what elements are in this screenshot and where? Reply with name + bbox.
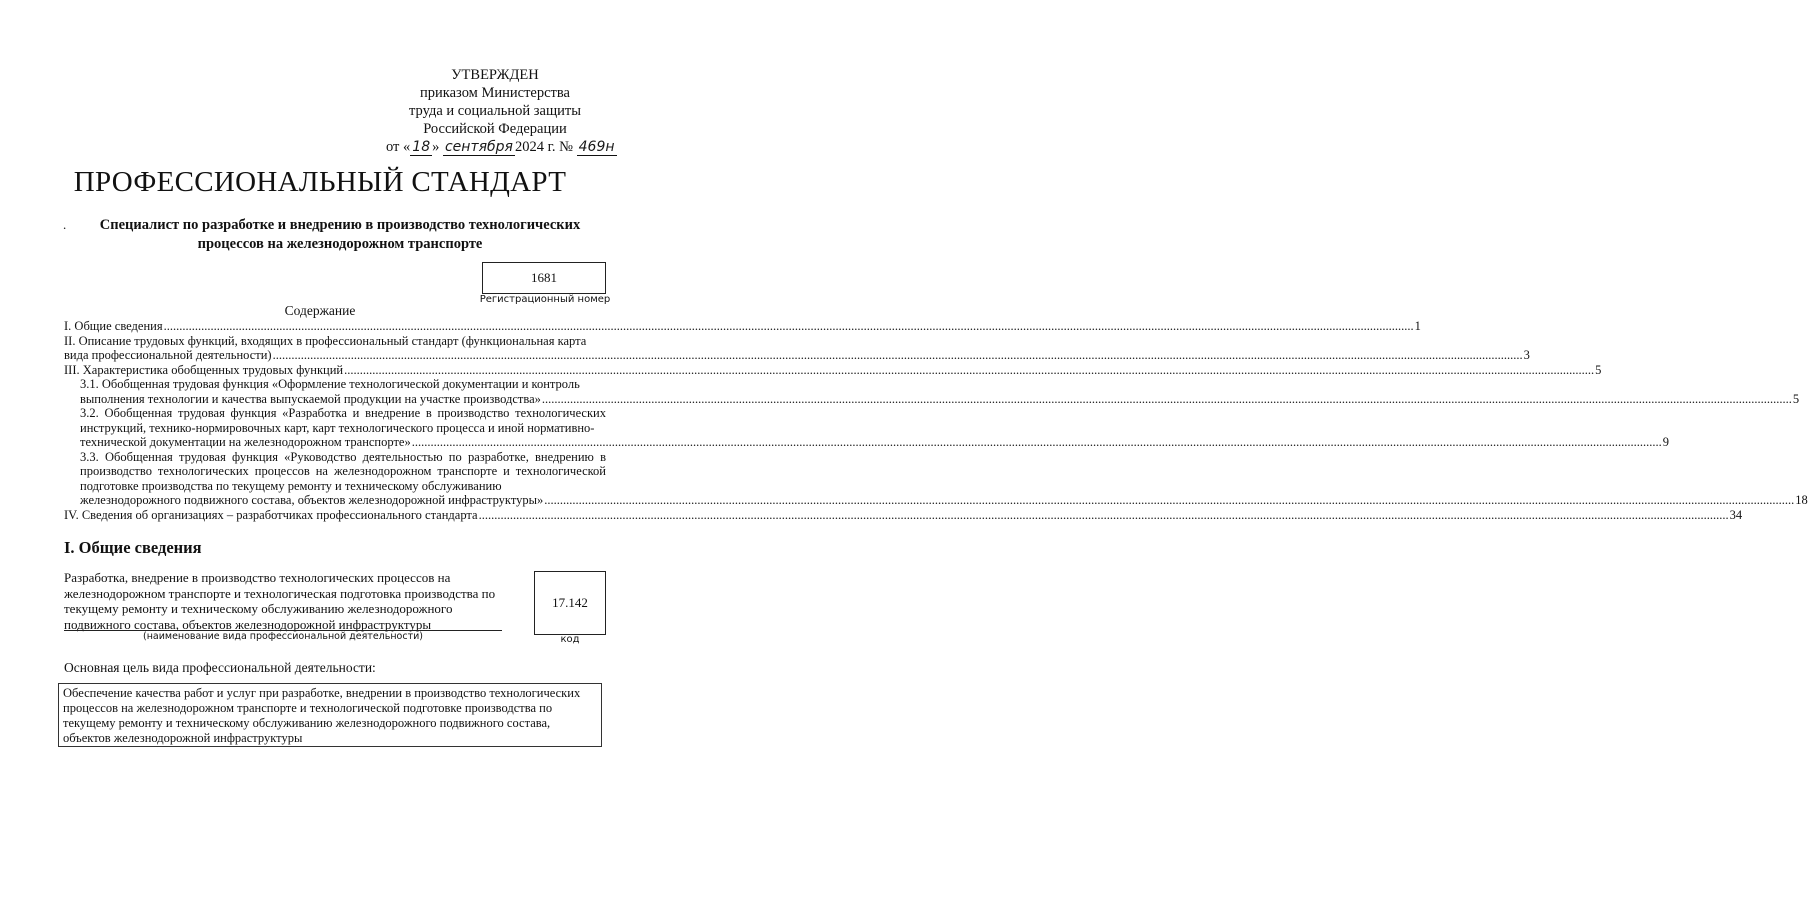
date-year: 2024 г. № — [514, 139, 573, 155]
toc-title: Содержание — [284, 303, 356, 318]
toc-page-number: 1 — [1414, 319, 1421, 333]
toc-dot-leader: ................................................................................................................................................................................................................................................................................................................................................................................................................ — [272, 348, 1523, 362]
toc-dot-leader: ................................................................................................................................................................................................................................................................................................................................................................................................................ — [344, 362, 1595, 377]
goal-text-box: Обеспечение качества работ и услуг при разработке, внедрении в производство технологических процессов на железнодорожном транспорте и технологической подготовке производства по текущему ремонту и техническому обслуживанию железнодорожного подвижного состава, объектов железнодорожной инфраструктуры — [58, 683, 602, 747]
toc-entry-last-line — [80, 391, 1800, 407]
toc-entry-title: вида профессиональной деятельности) — [64, 348, 272, 362]
toc-page-number: 18 — [1795, 493, 1808, 507]
toc-entry-text: 3.1. Обобщенная трудовая функция «Оформление технологической документации и контроль — [80, 377, 580, 391]
approval-block — [360, 66, 630, 156]
toc-entry-text: 3.2. Обобщенная трудовая функция «Разработка и внедрение в производство технологических инструкций, технико-нормировочных карт, карт технологического процесса и иной нормативно- — [80, 406, 606, 435]
table-of-contents — [64, 319, 1808, 522]
date-day: 18 — [412, 139, 431, 155]
toc-dot-leader: ................................................................................................................................................................................................................................................................................................................................................................................................................ — [411, 435, 1662, 449]
toc-page-number: 3 — [1523, 348, 1530, 362]
toc-entry — [64, 319, 1421, 334]
toc-entry — [64, 507, 1743, 523]
toc-entry-title: IV. Сведения об организациях – разработчиках профессионального стандарта — [64, 507, 478, 522]
toc-entry-title: железнодорожного подвижного состава, объектов железнодорожной инфраструктуры» — [80, 493, 544, 507]
registration-number-box: 1681 — [482, 262, 606, 294]
date-prefix: от « — [386, 139, 411, 155]
toc-page-number: 9 — [1662, 435, 1669, 449]
toc-entry-title: III. Характеристика обобщенных трудовых функций — [64, 362, 344, 377]
approval-date-line — [360, 138, 630, 156]
toc-dot-leader: ................................................................................................................................................................................................................................................................................................................................................................................................................ — [541, 391, 1792, 406]
activity-kind-text: Разработка, внедрение в производство технологических процессов на железнодорожном транспорте и технологическая подготовка производства по текущему ремонту и техническому обслуживанию железнодорожного подвижного состава, объектов железнодорожной инфраструктуры — [64, 570, 496, 632]
document-title: ПРОФЕССИОНАЛЬНЫЙ СТАНДАРТ — [73, 166, 567, 198]
toc-entry-last-line — [64, 319, 1421, 334]
date-month: сентября — [444, 139, 513, 155]
toc-page-number: 5 — [1792, 391, 1800, 406]
activity-code-box: 17.142 — [534, 571, 606, 635]
stray-mark: . — [63, 217, 67, 232]
toc-entry — [64, 362, 1602, 378]
toc-dot-leader: ................................................................................................................................................................................................................................................................................................................................................................................................................ — [163, 319, 1414, 333]
approval-country-line: Российской Федерации — [423, 121, 567, 137]
toc-page-number: 34 — [1729, 507, 1743, 522]
toc-entry — [64, 406, 1669, 450]
goal-label: Основная цель вида профессиональной деятельности: — [64, 660, 376, 675]
toc-entry-last-line — [64, 348, 1530, 363]
order-number: 469н — [578, 139, 615, 155]
toc-entry — [64, 449, 1808, 508]
toc-page-number: 5 — [1595, 362, 1602, 377]
toc-dot-leader: ................................................................................................................................................................................................................................................................................................................................................................................................................ — [478, 507, 1729, 522]
section-heading: I. Общие сведения — [64, 538, 202, 557]
approval-ministry-line: труда и социальной защиты — [409, 103, 581, 119]
approval-heading: УТВЕРЖДЕН — [451, 67, 539, 83]
toc-entry-text: II. Описание трудовых функций, входящих в профессиональный стандарт (функциональная карта — [64, 333, 587, 348]
toc-entry — [64, 333, 1530, 363]
date-mid: » — [432, 139, 443, 155]
registration-number-label: Регистрационный номер — [479, 294, 611, 305]
toc-entry-last-line — [64, 507, 1743, 523]
toc-entry-title: технической документации на железнодорожном транспорте» — [80, 435, 411, 449]
activity-code-label: код — [560, 634, 580, 645]
toc-entry-last-line — [64, 362, 1602, 378]
toc-entry-last-line — [80, 493, 1808, 508]
toc-entry — [64, 377, 1800, 406]
toc-entry-title: выполнения технологии и качества выпускаемой продукции на участке производства» — [80, 391, 541, 406]
toc-entry-title: I. Общие сведения — [64, 319, 163, 333]
approval-order-line: приказом Министерства — [420, 85, 570, 101]
toc-entry-text: 3.3. Обобщенная трудовая функция «Руководство деятельностью по разработке, внедрению в производство технологических процессов на железнодорожном транспорте и технологической подготовке производства по текущему ремонту и техническому обслуживанию — [80, 449, 606, 493]
toc-dot-leader: ................................................................................................................................................................................................................................................................................................................................................................................................................ — [544, 493, 1795, 507]
standard-name: Специалист по разработке и внедрению в производство технологических процессов на железнодорожном транспорте — [99, 217, 581, 252]
activity-kind-caption: (наименование вида профессиональной деятельности) — [142, 631, 423, 642]
toc-entry-last-line — [80, 435, 1669, 450]
